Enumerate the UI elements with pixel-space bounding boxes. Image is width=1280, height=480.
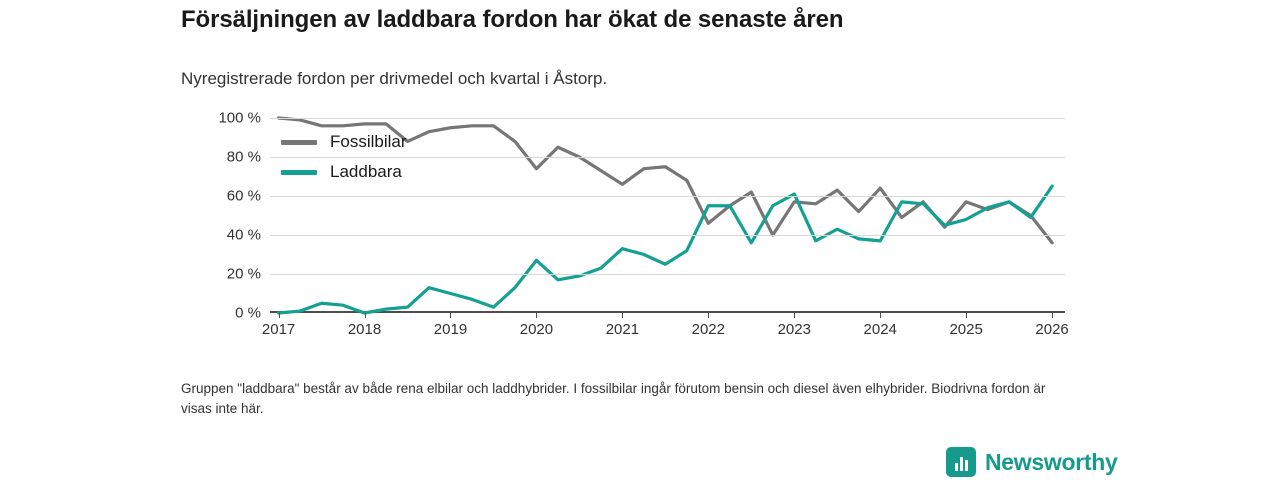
legend-item-fossilbilar — [281, 127, 407, 157]
legend-label-laddbara: Laddbara — [330, 162, 402, 181]
x-axis-tick-label: 2023 — [777, 321, 811, 338]
x-axis-tick — [279, 313, 280, 318]
y-axis-tick-label: 40 % — [226, 226, 261, 244]
legend-swatch-laddbara — [281, 170, 317, 175]
x-axis-tick — [450, 313, 451, 318]
legend-label-fossilbilar: Fossilbilar — [330, 132, 407, 151]
x-axis-tick-label: 2025 — [949, 321, 983, 338]
x-axis-tick-label: 2024 — [863, 321, 897, 338]
x-axis-tick — [536, 313, 537, 318]
x-axis-tick-label: 2018 — [347, 321, 382, 338]
legend-item-laddbara — [281, 157, 407, 187]
x-axis-tick-label: 2017 — [261, 321, 296, 338]
y-axis-tick-label: 100 % — [218, 109, 261, 127]
x-axis-tick — [622, 313, 623, 318]
x-axis-tick-label: 2020 — [519, 321, 554, 338]
gridline — [270, 235, 1065, 236]
chart-legend — [281, 127, 407, 187]
page-title: Försäljningen av laddbara fordon har ökat de senaste åren — [181, 6, 844, 33]
y-axis-tick-label: 80 % — [226, 148, 261, 166]
x-axis-tick — [1052, 313, 1053, 318]
chart-subtitle: Nyregistrerade fordon per drivmedel och kvartal i Åstorp. — [181, 69, 608, 88]
y-axis-tick-label: 60 % — [226, 187, 261, 205]
x-axis-tick — [708, 313, 709, 318]
gridline — [270, 313, 1065, 314]
gridline — [270, 196, 1065, 197]
x-axis-tick-label: 2022 — [691, 321, 725, 338]
brand-logo — [946, 447, 1117, 477]
x-axis-tick-label: 2021 — [605, 321, 640, 338]
chart-footnote: Gruppen "laddbara" består av både rena elbilar och laddhybrider. I fossilbilar ingår förutom bensin och diesel även elhybrider. Biodrivna fordon är visas inte här. — [181, 381, 1046, 416]
bar-chart-icon — [946, 447, 976, 477]
x-axis-tick-label: 2026 — [1035, 321, 1069, 338]
legend-swatch-fossilbilar — [281, 140, 317, 145]
x-axis-tick — [365, 313, 366, 318]
y-axis-tick-label: 0 % — [235, 304, 261, 322]
chart-container — [181, 105, 1081, 338]
gridline — [270, 118, 1065, 119]
series-line-laddbara — [279, 186, 1053, 313]
x-axis-tick-label: 2019 — [433, 321, 468, 338]
x-axis-tick — [966, 313, 967, 318]
gridline — [270, 274, 1065, 275]
brand-name: Newsworthy — [985, 448, 1118, 475]
x-axis-tick — [880, 313, 881, 318]
y-axis-tick-label: 20 % — [226, 265, 261, 283]
x-axis-tick — [794, 313, 795, 318]
